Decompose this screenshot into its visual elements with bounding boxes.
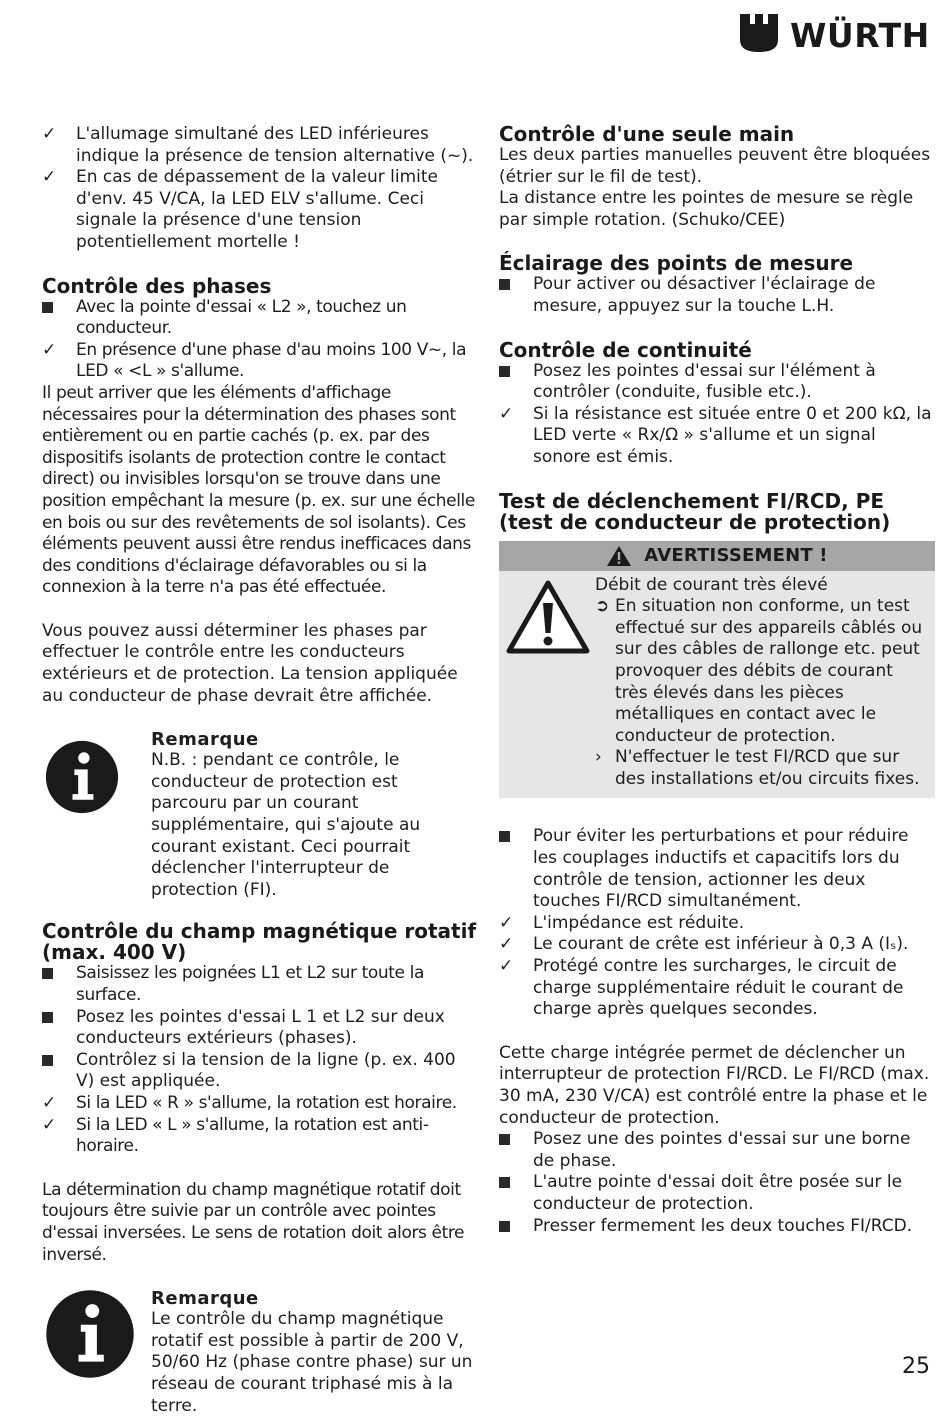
check-icon: ✓ <box>42 339 56 360</box>
list-item: Posez les pointes d'essai sur l'élément à contrôler (conduite, fusible etc.). <box>499 361 935 404</box>
square-bullet-icon <box>42 1055 53 1066</box>
rcd-list-2 <box>499 1129 935 1237</box>
square-bullet-icon <box>499 366 510 377</box>
info-icon <box>44 739 120 815</box>
check-icon: ✓ <box>499 403 514 424</box>
list-item: ✓ L'allumage simultané des LED inférieures indique la présence de tension alternative (~). <box>42 124 474 166</box>
left-column <box>42 124 478 1417</box>
note-text: Le contrôle du champ magnétique rotatif est possible à partir de 200 V, 50/60 Hz (phase contre phase) sur un réseau de courant triphasé mis à la terre. <box>151 1309 473 1416</box>
list-item: ✓ Protégé contre les surcharges, le circuit de charge supplémentaire réduit le courant de charge après quelques secondes. <box>499 956 904 1020</box>
section-title-rcd: Test de déclenchement FI/RCD, PE (test de conducteur de protection) <box>499 488 891 534</box>
list-item: ✓ En présence d'une phase d'au moins 100 V~, la LED « <L » s'allume. <box>42 339 467 382</box>
warning-lead: Débit de courant très élevé <box>595 574 828 595</box>
lighting-list <box>499 274 935 317</box>
list-item: ✓ Le courant de crête est inférieur à 0,3 A (Iₛ). <box>499 934 909 955</box>
page-number: 25 <box>902 1354 930 1379</box>
one-hand-paragraph-2: La distance entre les pointes de mesure se règle par simple rotation. (Schuko/CEE) <box>499 188 914 230</box>
rcd-list <box>499 826 935 1020</box>
chevron-right-icon: › <box>595 747 602 768</box>
list-item: ✓ Si la résistance est située entre 0 et 200 kΩ, la LED verte « Rx/Ω » s'allume et un signal sonore est émis. <box>499 403 932 467</box>
section-title-rotary-field: Contrôle du champ magnétique rotatif (max. 400 V) <box>42 919 477 965</box>
check-icon: ✓ <box>499 956 514 977</box>
list-item: ✓ Si la LED « L » s'allume, la rotation est anti-horaire. <box>42 1114 429 1157</box>
section-title-lighting: Éclairage des points de mesure <box>499 251 854 276</box>
rotary-list <box>42 963 478 1157</box>
brand-name: WÜRTH <box>790 16 930 55</box>
check-icon: ✓ <box>42 167 57 188</box>
continuity-list <box>499 361 935 469</box>
rcd-paragraph: Cette charge intégrée permet de déclencher un interrupteur de protection FI/RCD. Le FI/RCD (max. 30 mA, 230 V/CA) est contrôlé entre la phase et le conducteur de protection. <box>499 1042 930 1128</box>
warning-triangle-icon <box>606 545 632 567</box>
square-bullet-icon <box>499 1177 510 1188</box>
phases-paragraph-1: Il peut arriver que les éléments d'affichage nécessaires pour la détermination des phases sont entièrement ou en partie cachés (p. ex. par des dispositifs isolants de protection contre le contact direct) ou invisibles lorsqu'on se trouve dans une position empêchant la mesure (p. ex. sur une échelle en bois ou sur des revêtements de sol isolants). Ces éléments peuvent aussi être rendus inefficaces dans des conditions d'éclairage défavorables ou si la connexion à la terre n'a pas été effectuée. <box>42 382 475 598</box>
section-title-one-hand: Contrôle d'une seule main <box>499 122 795 146</box>
list-item: ➲ En situation non conforme, un test effectué sur des appareils câblés ou sur des câbles de rallonge etc. peut provoquer des débits de courant très élevés dans les pièces métalliques en contact avec le conducteur de protection. <box>595 596 923 746</box>
warning-body <box>499 571 935 799</box>
note-box <box>42 729 478 901</box>
check-icon: ✓ <box>499 934 514 955</box>
warning-heading: AVERTISSEMENT ! <box>644 544 828 566</box>
list-item: L'autre pointe d'essai doit être posée sur le conducteur de protection. <box>499 1172 935 1215</box>
one-hand-paragraph-1: Les deux parties manuelles peuvent être bloquées (étrier sur le fil de test). <box>499 145 931 187</box>
section-title-phases: Contrôle des phases <box>42 273 272 298</box>
wurth-logo <box>738 12 938 56</box>
square-bullet-icon <box>499 831 510 842</box>
phases-list <box>42 297 478 383</box>
check-icon: ✓ <box>499 912 514 933</box>
warning-large-triangle-icon <box>505 579 591 655</box>
warning-list <box>595 596 925 790</box>
list-item: › N'effectuer le test FI/RCD que sur des installations et/ou circuits fixes. <box>595 747 920 789</box>
list-item: Avec la pointe d'essai « L2 », touchez un conducteur. <box>42 297 478 340</box>
list-item: Posez les pointes d'essai L 1 et L2 sur deux conducteurs extérieurs (phases). <box>42 1007 478 1050</box>
list-item: Pour éviter les perturbations et pour réduire les couplages inductifs et capacitifs lors du contrôle de tension, actionner les deux touches FI/RCD simultanément. <box>499 826 935 912</box>
wurth-emblem-icon <box>738 12 780 54</box>
warning-box <box>499 541 935 799</box>
intro-list <box>42 124 478 254</box>
check-icon: ✓ <box>42 1114 56 1135</box>
list-item: Saisissez les poignées L1 et L2 sur toute la surface. <box>42 963 478 1006</box>
right-column <box>499 124 935 1237</box>
list-item: ✓ L'impédance est réduite. <box>499 912 745 933</box>
check-icon: ✓ <box>42 1092 56 1113</box>
list-item: Presser fermement les deux touches FI/RCD. <box>499 1216 935 1238</box>
list-item: ✓ En cas de dépassement de la valeur limite d'env. 45 V/CA, la LED ELV s'allume. Ceci signale la présence d'une tension potentiellement mortelle ! <box>42 167 438 252</box>
note-title: Remarque <box>151 1288 259 1310</box>
note-text: N.B. : pendant ce contrôle, le conducteur de protection est parcouru par un courant supplémentaire, qui s'ajoute au courant existant. Ceci pourrait déclencher l'interrupteur de protection (FI). <box>151 750 421 900</box>
info-icon <box>44 1288 136 1380</box>
rotary-paragraph: La détermination du champ magnétique rotatif doit toujours être suivie par un contrôle avec pointes d'essai inversées. Le sens de rotation doit alors être inversé. <box>42 1179 465 1265</box>
warning-header <box>499 541 935 571</box>
square-bullet-icon <box>499 1221 510 1232</box>
check-icon: ✓ <box>42 124 57 144</box>
list-item: Pour activer ou désactiver l'éclairage de mesure, appuyez sur la touche L.H. <box>499 274 935 317</box>
square-bullet-icon <box>42 968 53 979</box>
square-bullet-icon <box>42 1012 53 1023</box>
note-box <box>42 1288 478 1417</box>
list-item: Posez une des pointes d'essai sur une borne de phase. <box>499 1129 935 1172</box>
list-item: ✓ Si la LED « R » s'allume, la rotation est horaire. <box>42 1092 457 1113</box>
section-title-continuity: Contrôle de continuité <box>499 337 752 362</box>
phases-paragraph-2: Vous pouvez aussi déterminer les phases par effectuer le contrôle entre les conducteurs extérieurs et de protection. La tension appliquée au conducteur de phase devrait être affichée. <box>42 620 458 706</box>
square-bullet-icon <box>499 279 510 290</box>
arrow-right-icon: ➲ <box>595 596 610 617</box>
list-item: Contrôlez si la tension de la ligne (p. ex. 400 V) est appliquée. <box>42 1050 478 1093</box>
square-bullet-icon <box>499 1134 510 1145</box>
note-title: Remarque <box>151 729 259 751</box>
square-bullet-icon <box>42 302 53 313</box>
